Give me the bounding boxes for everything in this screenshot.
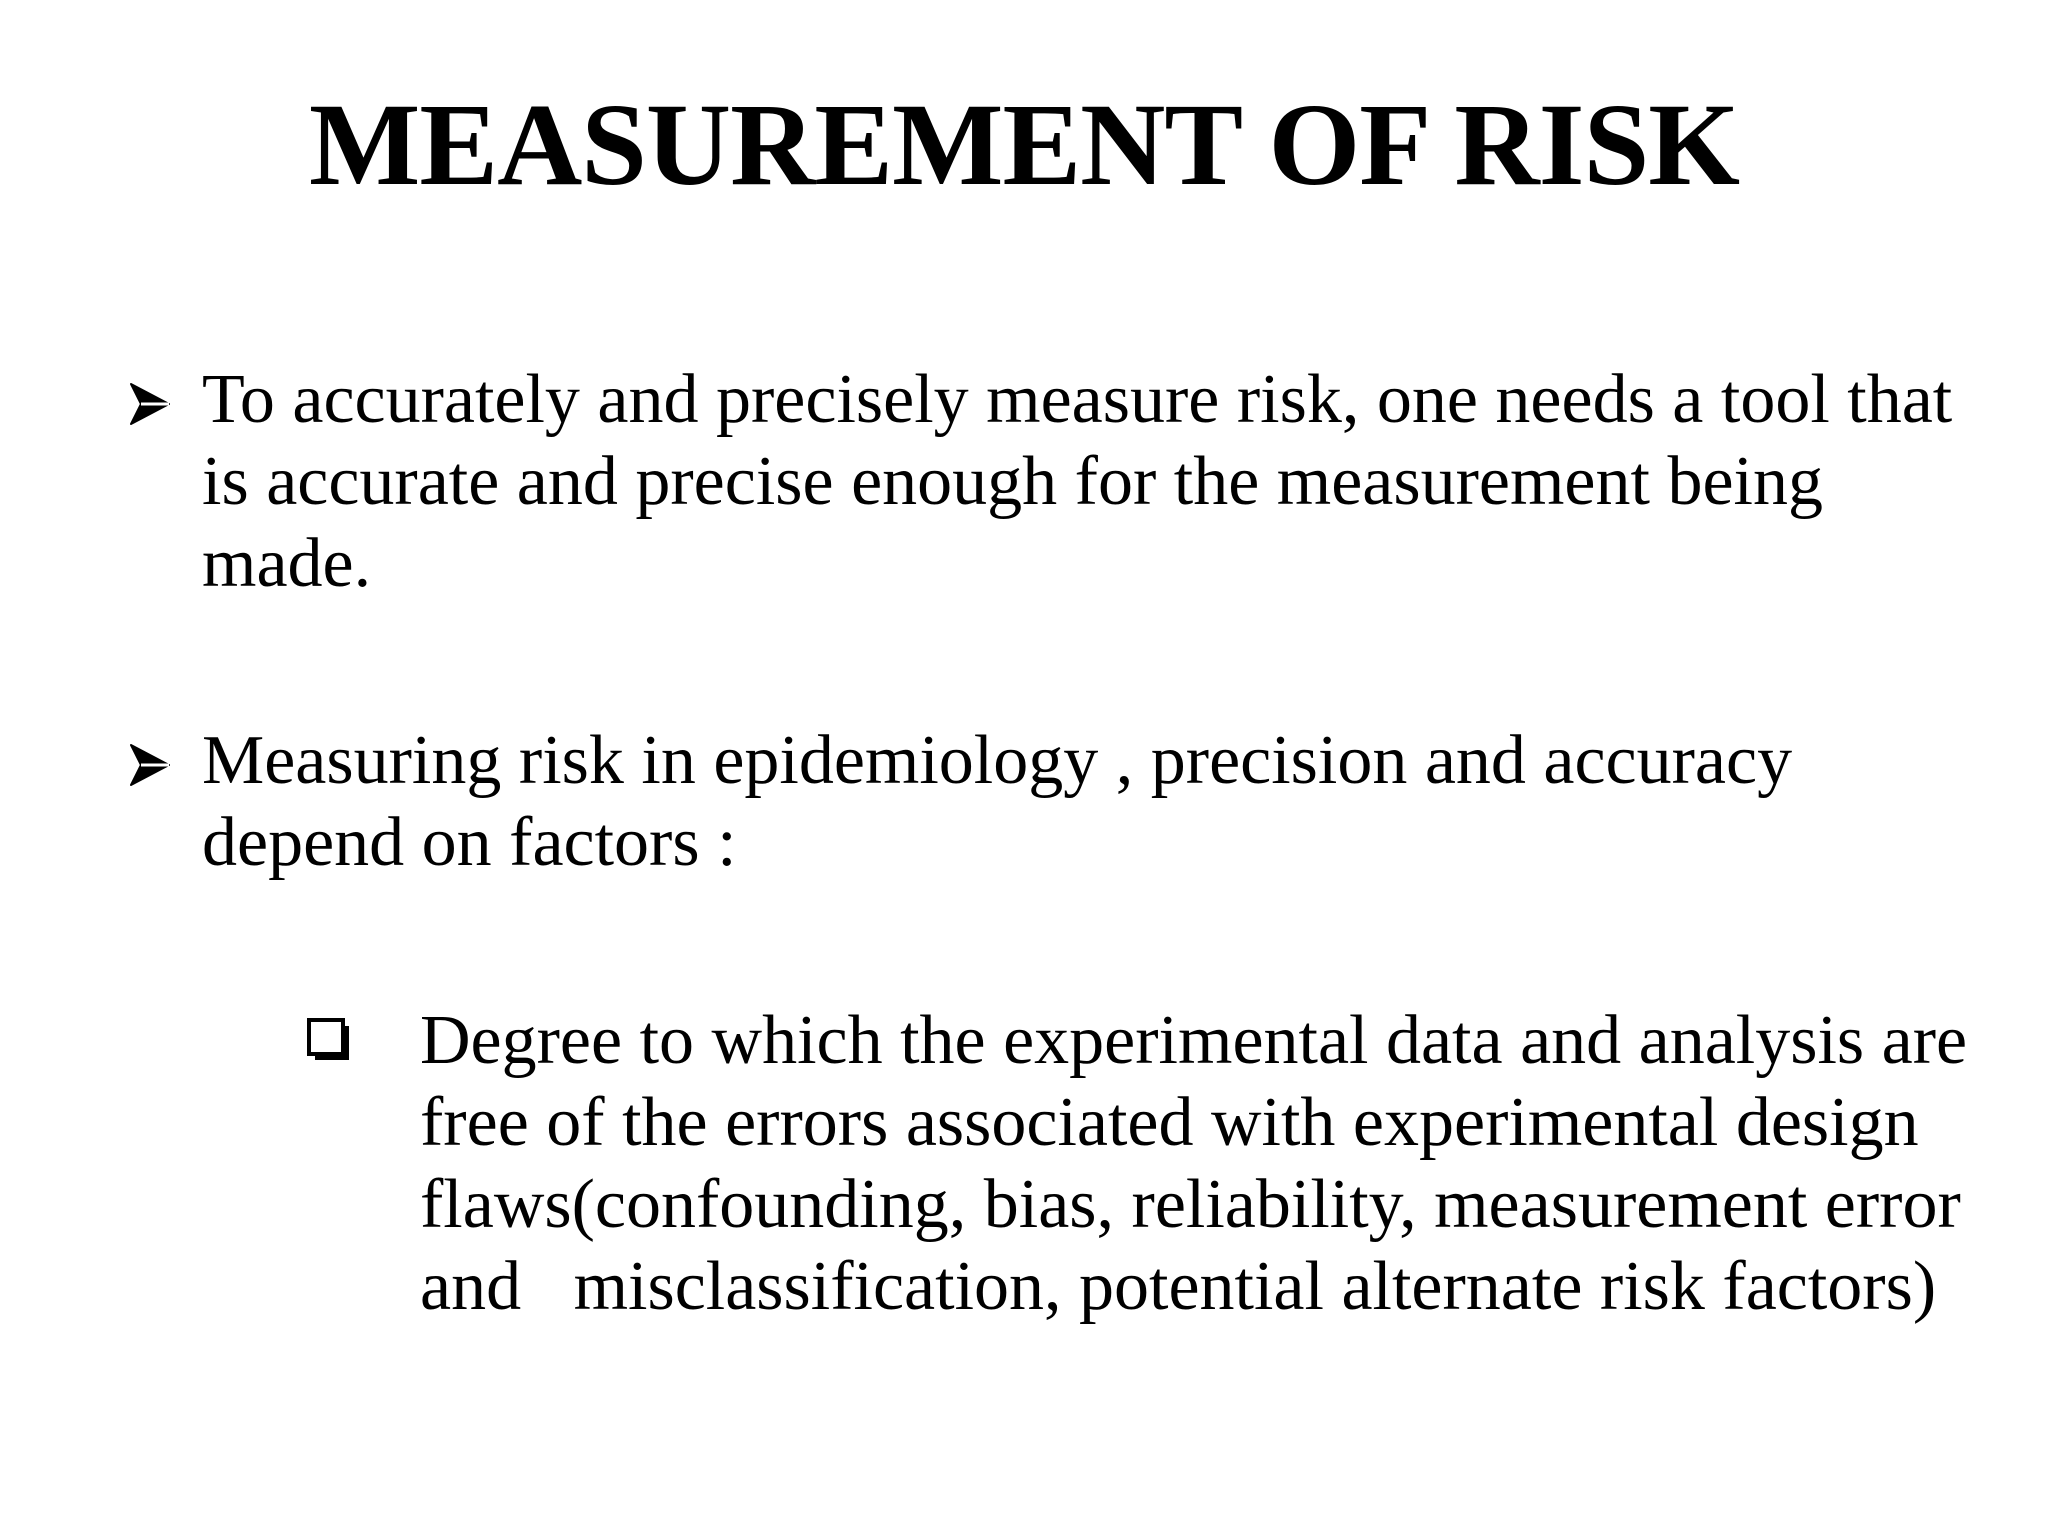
- sub-bullet-line: flaws(confounding, bias, reliability, measurement error: [420, 1166, 1961, 1243]
- bullet-line: is accurate and precise enough for the measurement being: [202, 443, 1823, 520]
- bullet-line: Measuring risk in epidemiology , precision and accuracy: [202, 722, 1793, 799]
- sub-bullet-line: free of the errors associated with experimental design: [420, 1084, 1919, 1161]
- bullet-text: [202, 720, 1792, 884]
- sub-bullet-line: and misclassification, potential alternate risk factors): [420, 1248, 1937, 1325]
- sub-bullet-line: Degree to which the experimental data and analysis are: [420, 1002, 1968, 1079]
- bullet-line: depend on factors :: [202, 804, 737, 881]
- arrowhead-bullet-icon: [125, 359, 185, 441]
- hollow-square-bullet-icon: [305, 1000, 365, 1082]
- slide-title: MEASUREMENT OF RISK: [309, 79, 1739, 210]
- sub-bullet-text: [420, 1000, 1967, 1328]
- bullet-line: made.: [202, 525, 372, 602]
- bullet-line: To accurately and precisely measure risk, one needs a tool that: [202, 361, 1953, 438]
- arrowhead-bullet-icon: [125, 720, 185, 802]
- bullet-text: [202, 359, 1952, 605]
